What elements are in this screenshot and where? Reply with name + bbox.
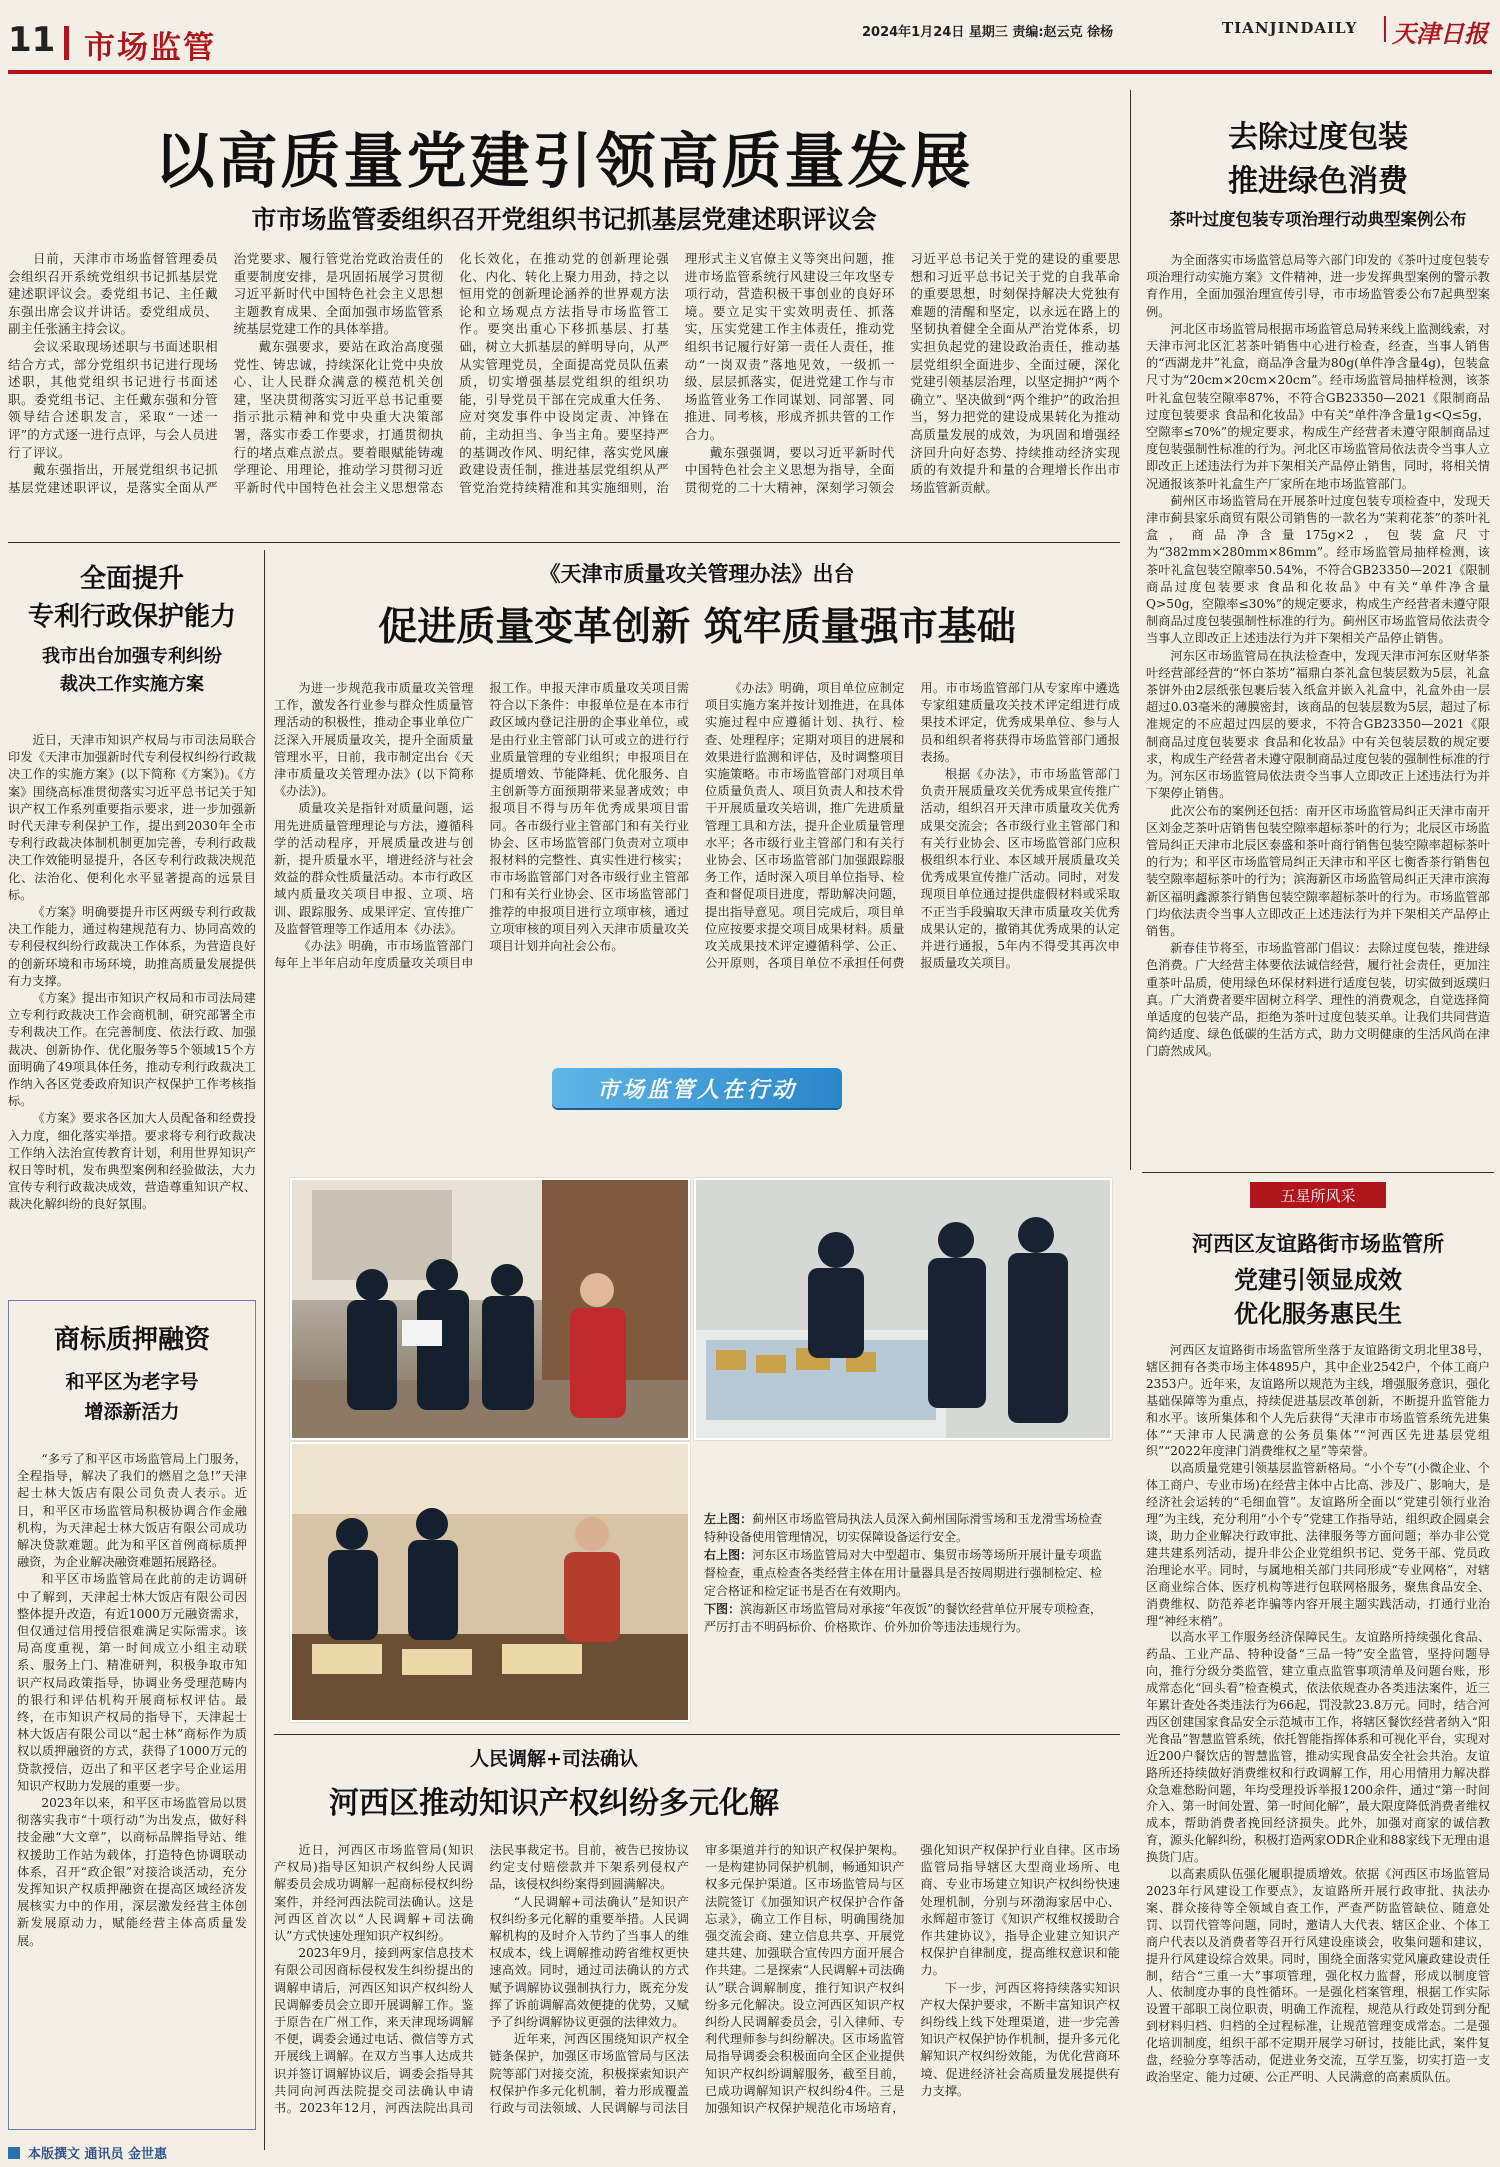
feature-banner [552,1068,842,1108]
page-header [0,0,1500,72]
caption-label: 下图： [704,1602,741,1616]
paragraph: 根据《办法》，市市场监管部门负责开展质量攻关优秀成果宣传推广活动，组织召开天津市质量攻关优秀成果交流会；各市级行业主管部门和有关行业协会、区市场监管部门应积极组织本行业、本区域开展质量攻关优秀成果宣传推广活动。同时，对发现项目单位通过提供虚假材料或采取不正当手段骗取天津市质量攻关优秀成果认定的，撤销其优秀成果的认定并进行通报，5年内不得受其再次申报质量攻关项目。 [920,767,1120,971]
article-body [1146,252,1490,1164]
headline: 以高质量党建引领高质量发展 [154,127,974,197]
headline-line: 去除过度包装 [1228,120,1408,155]
banner-text: 市场监管人在行动 [596,1077,797,1103]
caption-label: 右上图： [704,1548,753,1562]
paper-logo: 天津日报 [1392,19,1488,48]
section-name: 市场监管 [84,30,216,66]
paragraph: 戴东强要求，要站在政治高度强党性、铸忠诚，持续深化让党中央放心、让人民群众满意的模范机关创建，坚决贯彻落实习近平总书记重要指示批示精神和党中央重大决策部署，落实市委工作要求，打通贯彻执行的堵点难点淤点。要着眼赋能铸魂学理论、用理论，推动学习贯彻习近平新时代中国特色社会主义思想常态化长效化，在推动党的创新理论强化、内化、转化上聚力用劲，持之以恒用党的创新理论涵养的世界观方法论和立场观点方法指导市场监管工作。要突出重心下移抓基层、打基础，树立大抓基层的鲜明导向，从严从实管理党员，全面提高党员队伍素质，切实增强基层党组织的组织功能，引导党员干部在完成重大任务、应对突发事件中设岗定责、冲锋在前，主动担当、争当主角。要坚持严的基调改作风、明纪律，落实党风廉政建设责任制，推进基层党组织从严管党治党持续精准和其实施细则，治理形式主义官僚主义等突出问题，推进市场监管系统行风建设三年攻坚专项行动，营造积极干事创业的良好环境。要立足实干实效明责任、抓落实，压实党建工作主体责任，推动党组织书记履行好第一责任人责任，推动“一岗双责”落地见效，一级抓一级、层层抓落实，促进党建工作与市场监管业务工作同谋划、同部署、同推进、同考核，形成齐抓共管的工作合力。 [233,251,895,495]
paragraph: 质量攻关是指针对质量问题，运用先进质量管理理论与方法，遵循科学的活动程序，开展质量改进与创新，提升质量水平，增进经济与社会效益的群众性质量活动。本市行政区域内质量攻关项目申报、立项、培训、跟踪服务、成果评定、宣传推广及监督管理等工作适用本《办法》。 [274,801,474,936]
paragraph: 此次公布的案例还包括：南开区市场监管局纠正天津市南开区刘金芝茶叶店销售包装空隙率超标茶叶的行为；北辰区市场监管局纠正天津市北辰区泰盛和茶叶商行销售包装空隙率超标茶叶的行为；和平区市场监管局纠正天津市和平区七衡香茶行销售包装空隙率超标茶叶的行为；滨海新区市场监管局纠正天津市滨海新区福明鑫源茶行销售包装空隙率超标茶叶的行为。市场监管部门均依法责令当事人立即改正上述违法行为并下架相关产品停止销售。 [1146,803,1490,938]
paragraph: 河西区友谊路街市场监管所坐落于友谊路街文玥北里38号，辖区拥有各类市场主体4895户，其中企业2542户，个体工商户2353户。近年来，友谊路所以规范为主线，增强服务意识，强化基础保障等为重点，持续促进基层改革创新，不断提升监管能力和水平。该所集体和个人先后获得“天津市市场监管系统先进集体”“天津市人民满意的公务员集体”“河西区先进基层党组织”“2022年度津门消费维权之星”等荣誉。 [1146,1343,1490,1459]
subheadline-line: 和平区为老字号 [65,1371,199,1393]
photo-enforcement-market [290,1442,690,1722]
headline-line: 全面提升 [79,564,184,594]
headline-line: 推进绿色消费 [1228,164,1408,199]
paragraph: 会议采取现场述职与书面述职相结合方式，部分党组织书记进行现场述职，其他党组织书记进行书面述职。委党组书记、主任戴东强和分管领导结合述职发言，采取“一述一评”的方式逐一进行点评，与会人员进行了评议。 [8,338,218,460]
headline: 商标质押融资 [53,1325,210,1355]
paragraph: 戴东强强调，要以习近平新时代中国特色社会主义思想为指导，全面贯彻党的二十大精神，深刻学习领会习近平总书记关于党的建设的重要思想和习近平总书记关于党的自我革命的重要思想，时刻保持解决大党独有难题的清醒和坚定，以永远在路上的坚韧执着健全全面从严治党体系，切实担负起党的建设政治责任，推动基层党组织全面进步、全面过硬，深化党建引领基层治理，以坚定拥护“两个确立”、坚决做到“两个维护”的政治担当，努力把党的建设成果转化为推动高质量发展的成效，为巩固和增强经济回升向好态势、持续推动经济实现质的有效提升和量的合理增长作出市场监管新贡献。 [684,251,1120,495]
photo-feature [274,1040,1120,1730]
paragraph: 为全面落实市场监管总局等六部门印发的《茶叶过度包装专项治理行动实施方案》文件精神，进一步发挥典型案例的警示教育作用，全面加强治理宣传引导，市市场监管委公布7起典型案例。 [1146,253,1490,319]
section-badge [1250,1182,1386,1208]
article-ip-mediation [274,1738,1120,2138]
article-body [274,680,1120,1026]
article-body [8,732,256,1284]
column-divider [1130,90,1131,1170]
section-badge-text: 五星所风采 [1280,1186,1356,1205]
footer-marker [8,2147,20,2159]
headline-line: 党建引领显成效 [1234,1266,1402,1294]
photo-illustration [292,1444,688,1720]
header-rule [8,70,1492,74]
date-info: 2024年1月24日 星期三 责编:赵云克 徐杨 [862,25,1114,40]
caption-item [704,1600,1102,1636]
paragraph: 和平区市场监管局在此前的走访调研中了解到，天津起士林大饭店有限公司因整体提升改造，有近1000万元融资需求，但仅通过信用授信很难满足实际需求。该局高度重视，第一时间成立小组主动联系、服务上门、精准研判，积极争取市知识产权局政策指导，协调业务受理范畴内的银行和评估机构开展商标权评估。最终，在市知识产权局的指导下，天津起士林大饭店有限公司以“起士林”商标作为质权以质押融资的方式，获得了1000万元的贷款授信，迈出了和平区老字号企业运用知识产权助力发展的重要一步。 [17,1572,247,1793]
headline: 促进质量变革创新 筑牢质量强市基础 [378,605,1016,650]
caption-item [704,1546,1102,1600]
paragraph: 下一步，河西区将持续落实知识产权大保护要求，不断丰富知识产权纠纷线上线下处理渠道，进一步完善知识产权保护协作机制，提升多元化解知识产权纠纷效能，为优化营商环境、促进经济社会高质量发展提供有力支撑。 [920,1980,1120,2098]
paragraph: 《办法》明确，项目单位应制定项目实施方案并按计划推进，在具体实施过程中应遵循计划、执行、检查、处理程序；定期对项目的进展和效果进行监测和评估，及时调整项目实施策略。市市场监管部门对项目单位质量负责人、项目负责人和技术骨干开展质量攻关培训，推广先进质量管理工具和方法，提升企业质量管理水平；各市级行业主管部门和有关行业协会、区市场监管部门加强跟踪服务工作，适时深入项目单位指导、检查和督促项目进度，帮助解决问题，提出指导意见。项目完成后，项目单位应按要求提交项目成果材料。质量攻关成果技术评定遵循科学、公正、公开原则，各项目单位不承担任何费用。市市场监管部门从专家库中遴选专家组建质量攻关技术评定组进行成果技术评定，优秀成果单位、参与人员和组织者将获得市场监管部门通报表扬。 [705,681,1120,971]
caption-label: 左上图： [704,1512,753,1526]
footer-credit: 本版撰文 通讯员 金世惠 [28,2147,168,2162]
caption-text: 滨海新区市场监管局对承接“年夜饭”的餐饮经营单位开展专项检查，严厉打击不明码标价、价格欺诈、价外加价等违法违规行为。 [704,1602,1102,1634]
paragraph: 河北区市场监管局根据市场监管总局转来线上监测线索，对天津市河北区汇茗茶叶销售中心进行检查，经查，当事人销售的“西湖龙井”礼盒，商品净含量为80g(单件净含量4g)，包装盒尺寸为“20cm×20cm×20cm”。经市场监管局抽样检测，该茶叶礼盒包装空隙率87%，不符合GB23350—2021《限制商品过度包装要求 食品和化妆品》中有关“单件净含量1g<Q≤5g，空隙率≤70%”的规定要求，构成生产经营者未遵守限制商品过度包装强制性标准的行为。河北区市场监管局依法责令当事人立即改正上述违法行为并下架相关产品停止销售，同时，将相关情况通报该茶叶礼盒生产厂家所在地市场监管部门。 [1146,321,1490,491]
kicker: 《天津市质量攻关管理办法》出台 [539,561,855,586]
paragraph: 《办法》明确，市市场监管部门每年上半年启动年度质量攻关项目申报工作。申报天津市质量攻关项目需符合以下条件：申报单位是在本市行政区域内登记注册的企事业单位，或是由行业主管部门认可或立的进行行业质量管理的专业组织；申报项目在提质增效、节能降耗、优化服务、自主创新等方面预期带来显著成效；申报项目不得与历年优秀成果项目雷同。各市级行业主管部门和有关行业协会、区市场监管部门负责对立项申报材料的完整性、真实性进行核实；市市场监管部门对各市级行业主管部门和有关行业协会、区市场监管部门推荐的申报项目进行立项审核，通过立项审核的项目列入天津市质量攻关项目计划并向社会公布。 [274,681,689,971]
header-divider-mark [64,26,69,60]
kicker: 人民调解+司法确认 [470,1748,638,1770]
paper-latin-name: TIANJINDAILY [1222,19,1358,37]
paragraph: 近日，天津市知识产权局与市司法局联合印发《天津市加强新时代专利侵权纠纷行政裁决工作的实施方案》(以下简称《方案》)。《方案》围绕高标准贯彻落实习近平总书记关于知识产权工作系列重要指示要求，进一步加强新时代天津专利保护工作，提出到2030年全市专利行政裁决体制机制更加完善，专利行政裁决工作效能明显提升，各区专利行政裁决规范化、法治化、便利化水平显著提高的远景目标。 [8,733,256,902]
paragraph: 日前，天津市市场监督管理委员会组织召开系统党组织书记抓基层党建述职评议会。委党组书记、主任戴东强出席会议并讲话。委党组成员、副主任张涵主持会议。 [8,251,218,337]
photo-illustration [292,1180,688,1438]
article-body [8,250,1120,536]
paragraph: 蓟州区市场监管局在开展茶叶过度包装专项检查中，发现天津市蓟县家乐商贸有限公司销售的一款名为“茉莉花茶”的茶叶礼盒，商品净含量175g×2，包装盒尺寸为“382mm×280mm×86mm”。经市场监管局抽样检测，该茶叶礼盒包装空隙率50.54%，不符合GB23350—2021《限制商品过度包装要求 食品和化妆品》中有关“单件净含量Q>50g，空隙率≤30%”的规定要求，构成生产经营者未遵守限制商品过度包装强制性标准的行为。蓟州区市场监管局依法责令当事人立即改正上述违法行为并下架相关产品停止销售。 [1146,493,1490,646]
column-divider [264,550,265,2150]
paragraph: 《方案》明确要提升市区两级专利行政裁决工作能力，通过构建规范有力、协同高效的专利侵权纠纷行政裁决工作体系，为营造良好的创新环境和市场环境，助推高质量发展提供有力支撑。 [8,905,256,988]
photo-enforcement-freezer [694,1178,1112,1440]
footer [8,2142,408,2164]
page-number: 11 [8,20,56,60]
subheadline-line: 我市出台加强专利纠纷 [42,646,222,667]
article-party-building [8,100,1120,540]
section-divider [1142,1172,1494,1173]
section-divider [274,1734,1120,1735]
paragraph: “多亏了和平区市场监管局上门服务，全程指导，解决了我们的燃眉之急!”天津起士林大饭店有限公司负责人表示。近日，和平区市场监管局积极协调合作金融机构，为天津起士林大饭店有限公司成功解决贷款难题。此为和平区首例商标质押融资，为企业解决融资难题拓展路径。 [17,1452,247,1570]
article-body [1146,1342,1490,2132]
caption-text: 河东区市场监管局对大中型超市、集贸市场等场所开展计量专项监督检查，重点检查各类经营主体在用计量器具是否按周期进行强制检定、检定合格证和检定证书是否在有效期内。 [704,1548,1102,1598]
paragraph: 《方案》要求各区加大人员配备和经费投入力度，细化落实举措。要求将专利行政裁决工作纳入法治宣传教育计划，利用世界知识产权日等时机，发布典型案例和经验做法，大力宣传专利行政裁决成效，营造尊重知识产权、裁决化解纠纷的良好氛围。 [8,1111,256,1212]
article-trademark-finance [8,1300,256,2130]
paragraph: 戴东强指出，开展党组织书记抓基层党建述职评议，是落实全面从严治党要求、履行管党治党政治责任的重要制度安排，是巩固拓展学习贯彻习近平新时代中国特色社会主义思想主题教育成果、全面加强市场监管系统基层党建工作的具体举措。 [8,251,444,495]
subheadline-line: 增添新活力 [84,1401,180,1423]
paragraph: 以高素质队伍强化履职提质增效。依据《河西区市场监管局2023年行风建设工作要点》，友谊路所开展行政审批、执法办案、群众接待等全领域自查工作，严查严防监管缺位、随意处罚、以罚代管等问题，同时，邀请人大代表、辖区企业、个体工商户代表以及消费者等召开行风建设座谈会，收集问题和建议，提升行风建设综合效果。同时，围绕全面落实党风廉政建设责任制，结合“三重一大”事项管理，强化权力监督，形成以制度管人、依制度办事的良性循环。一是强化档案管理，根据工作实际设置干部职工岗位职责，明确工作流程，规范从行政处罚到分配到材料归档、归档的全过程标准，让规范管理变成常态。二是强化培训制度，组织干部不定期开展学习研讨，技能比武，案件复盘，经验分享等活动，促进业务交流，互学互鉴，切实打造一支政治坚定、能力过硬、公正严明、人民满意的高素质队伍。 [1146,1867,1490,2084]
paragraph: 以高质量党建引领基层监管新格局。“小个专”(小微企业、个体工商户、专业市场)在经营主体中占比高、涉及广、影响大，是经济社会运转的“毛细血管”。友谊路所全面以“党建引领行业治理”为主线，充分利用“小个专”党建工作指导站，组织政企圆桌会谈，助力企业解决行政审批、法律服务等方面问题；举办非公党建共建系列活动，提升非公企业党组织书记、党务干部、党员政治理论水平。同时，与属地相关部门共同形成“专业网格”，对辖区商业综合体、医疗机构等进行包联网格服务，聚焦食品安全、消费维权、防范养老诈骗等内容开展主题实践活动，打通行业治理“神经末梢”。 [1146,1461,1490,1628]
subheadline: 茶叶过度包装专项治理行动典型案例公布 [1169,210,1467,229]
article-quality-management [274,550,1120,1030]
photo-caption [704,1510,1102,1710]
headline-line: 河西区友谊路街市场监管所 [1192,1232,1444,1256]
subheadline: 市市场监管委组织召开党组织书记抓基层党建述职评议会 [251,205,877,234]
caption-item [704,1510,1102,1546]
paragraph: 2023年9月，接到两家信息技术有限公司因商标侵权发生纠纷提出的调解申请后，河西区知识产权纠纷人民调解委员会立即开展调解工作。鉴于原告在广州工作，来天津现场调解不便，调委会通过电话、微信等方式开展线上调解。在双方当事人达成共识并签订调解协议后，调委会指导其共同向河西法院提交司法确认申请书。2023年12月，河西法院出具司法民事裁定书。目前，被告已按协议约定支付赔偿款并下架系列侵权产品，该侵权纠纷案得到圆满解决。 [274,1843,689,2116]
article-body [274,1842,1120,2134]
paragraph: 新春佳节将至，市场监管部门倡议：去除过度包装，推进绿色消费。广大经营主体要依法诚信经营，履行社会责任，更加注重茶叶品质，使用绿色环保材料进行适度包装，切实做到返璞归真。广大消费者要牢固树立科学、理性的消费观念，自觉选择简单适度的包装产品，拒绝为茶叶过度包装买单。让我们共同营造简约适度、绿色低碳的生活方式，助力文明健康的生活风尚在津门蔚然成风。 [1146,941,1490,1059]
article-overpackaging [1142,100,1494,1170]
headline-line: 专利行政保护能力 [27,602,236,632]
paragraph: 河东区市场监管局在执法检查中，发现天津市河东区财华茶叶经营部经营的“怀白茶坊”福鼎白茶礼盒包装层数为5层，礼盒茶饼外由2层纸张包裹后装入纸盒并嵌入礼盒中，礼盒外由一层超过0.03毫米的薄膜密封，该商品的包装层数为5层，超过了标准规定的不应超过四层的要求，不符合GB23350—2021《限制商品过度包装要求 食品和化妆品》中有关包装层数的规定要求，构成生产经营者未遵守限制商品过度包装的强制性标准的行为。河东区市场监管局依法责令当事人立即改正上述违法行为并下架停止销售。 [1146,648,1490,801]
paragraph: “人民调解+司法确认”是知识产权纠纷多元化解的重要举措。人民调解机构的及时介入节约了当事人的维权成本，线上调解推动跨省维权更快速高效。同时，通过司法确认的方式赋予调解协议强制执行力，既充分发挥了诉前调解高效便捷的优势，又赋予了纠纷调解协议更强的法律效力。 [489,1894,689,2030]
article-body [17,1451,247,2123]
paragraph: 近年来，河西区围绕知识产权全链条保护，加强区市场监管局与区法院等部门对接交流，积极探索知识产权保护作多元化机制，着力形成覆盖行政与司法领域、人民调解与司法目审多渠道并行的知识产权保护架构。一是构建协同保护机制，畅通知识产权多元保护渠道。区市场监管局与区法院签订《加强知识产权保护合作备忘录》，确立工作目标，明确围绕加强交流会商、建立信息共享、开展党建共建、加强联合宣传四方面开展合作共建。二是探索“人民调解+司法确认”联合调解制度，推行知识产权纠纷多元化解决。设立河西区知识产权纠纷人民调解委员会，引入律师、专利代理师参与纠纷解决。区市场监管局指导调委会积极面向全区企业提供知识产权纠纷调解服务，截至目前，已成功调解知识产权纠纷4件。三是加强知识产权保护规范化市场培育，强化知识产权保护行业自律。区市场监管局指导辖区大型商业场所、电商、专业市场建立知识产权纠纷快速处理机制，分别与环渤海家居中心、永辉超市签订《知识产权维权援助合作共建协议》，指导企业建立知识产权保护自律制度，提高维权意识和能力。 [489,1843,1120,2116]
photo-enforcement-storefront [290,1178,690,1440]
paragraph: 近日，河西区市场监管局(知识产权局)指导区知识产权纠纷人民调解委员会成功调解一起商标侵权纠纷案件，并经河西法院司法确认。这是河西区首次以“人民调解+司法确认”方式快速处理知识产权纠纷。 [274,1843,474,1944]
headline-line: 优化服务惠民生 [1234,1300,1402,1328]
article-patent-protection [8,550,256,1290]
paragraph: 为进一步规范我市质量攻关管理工作，激发各行业参与群众性质量管理活动的积极性，推动企事业单位广泛深入开展质量攻关，提升全面质量管理水平，日前，我市制定出台《天津市质量攻关管理办法》(以下简称《办法》)。 [274,681,474,799]
subheadline-line: 裁决工作实施方案 [60,674,204,695]
paragraph: 《方案》提出市知识产权局和市司法局建立专利行政裁决工作会商机制，研究部署全市专利裁决工作。在完善制度、依法行政、加强裁决、创新协作、优化服务等5个领域15个方面明确了49项具体任务，推动专利行政裁决工作纳入各区党委政府知识产权保护工作考核指标。 [8,991,256,1109]
caption-text: 蓟州区市场监管局执法人员深入蓟州国际滑雪场和玉龙滑雪场检查特种设备使用管理情况，切实保障设备运行安全。 [704,1512,1102,1544]
paragraph: 2023年以来，和平区市场监管局以贯彻落实我市“十项行动”为出发点，做好科技金融“大文章”，以商标品牌指导站、维权援助工作站为载体，打造特色协调联动体系，召开“政企银”对接洽谈活动，充分发挥知识产权质押融资在提高区域经济发展核实力中的作用，深层激发经营主体创新发展原动力，赋能经营主体高质量发展。 [17,1796,247,1948]
masthead-separator [1384,16,1386,42]
article-five-star-station [1142,1176,1494,2136]
section-divider [8,542,1120,543]
headline: 河西区推动知识产权纠纷多元化解 [329,1786,779,1821]
photo-illustration [696,1180,1110,1438]
paragraph: 以高水平工作服务经济保障民生。友谊路所持续强化食品、药品、工业产品、特种设备“三品一特”安全监管，坚持问题导向，推行分级分类监管，建立重点监管事项清单及问题台账，形成常态化“回头看”检查模式，依法依规查办各类违法案件，近三年累计查处各类违法行为66起，罚没款23.8万元。同时，结合河西区创建国家食品安全示范城市工作，将辖区餐饮经营者纳入“阳光食品”智慧监管系统，依托智能指挥体系和可视化平台，实现对近200户餐饮店的智慧监管，推动实现食品安全社会共治。友谊路所还持续做好消费维权和行政调解工作，用心用情用力解决群众急难愁盼问题，年均受理投诉举报1200余件，通过“第一时间介入、第一时间处置、第一时间化解”，最大限度降低消费者维权成本，帮助消费者挽回经济损失。此外，加强对商家的诚信教育，源头化解纠纷，积极打造两家ODR企业和88家线下无理由退换货门店。 [1146,1630,1490,1865]
